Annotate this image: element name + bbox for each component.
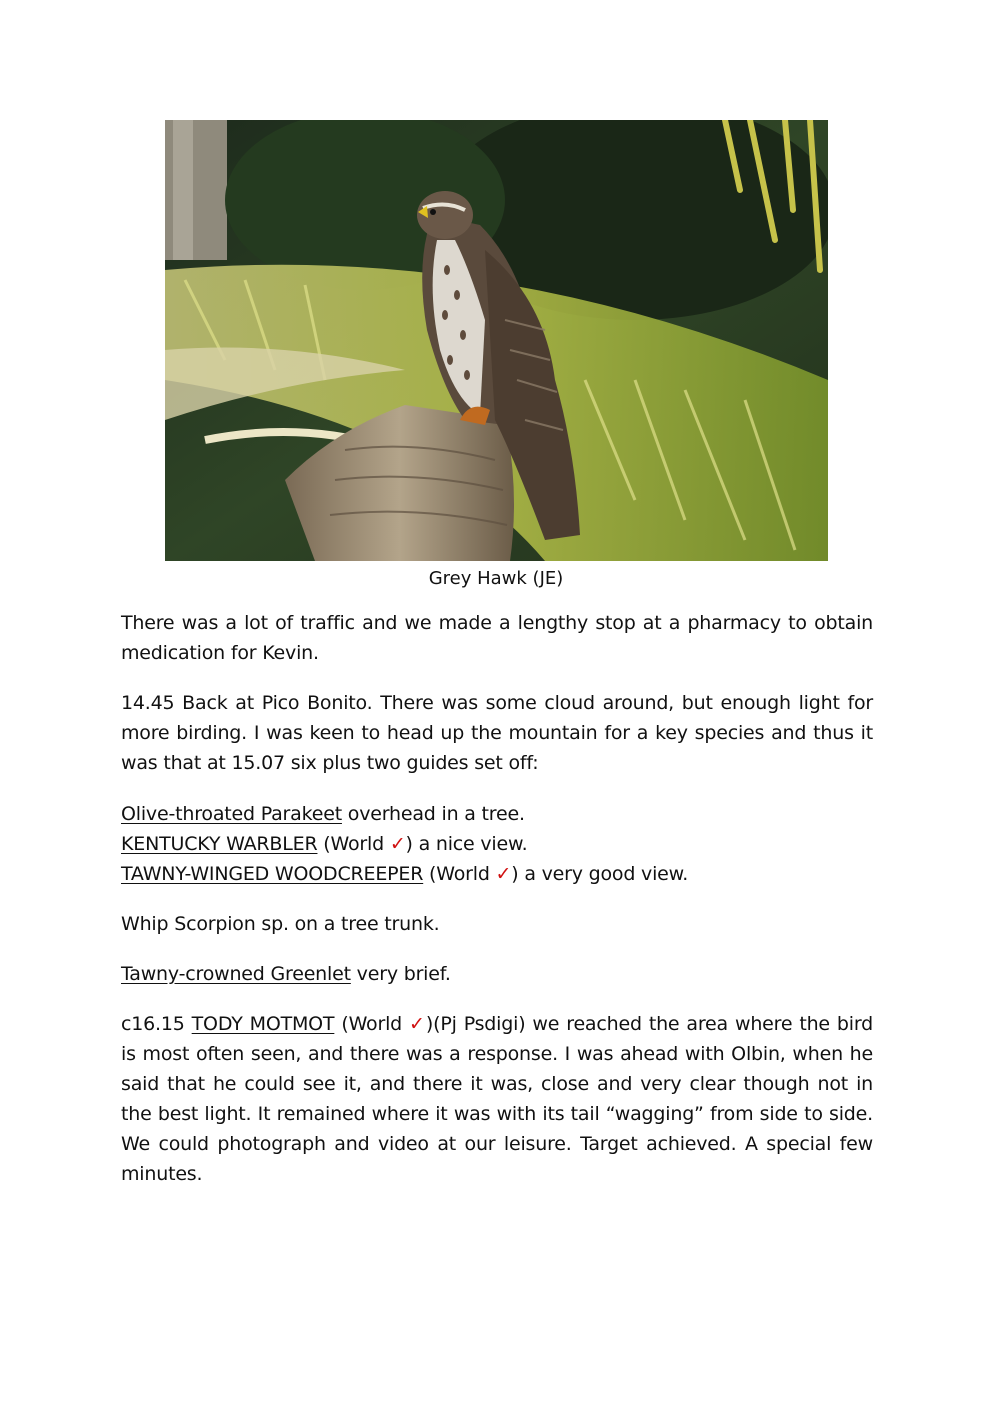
sighting-tawny-crowned-greenlet [121,959,873,989]
world-label: (World [334,1013,410,1035]
species-name: KENTUCKY WARBLER [121,833,318,855]
tick-icon: ✓ [409,1013,426,1035]
time-label: c16.15 [121,1013,192,1035]
paragraph-whip-scorpion: Whip Scorpion sp. on a tree trunk. [121,913,440,935]
paragraph-pico-bonito: 14.45 Back at Pico Bonito. There was some cloud around, but enough light for more birding. I was keen to head up the mountain for a key species and thus it was that at 15.07 six plus two guides set off: [121,692,873,774]
sightings-list [121,799,873,889]
sighting-note: very brief. [350,963,451,985]
photo-caption: Grey Hawk (JE) [428,568,564,589]
sighting-note: overhead in a tree. [341,803,525,825]
grey-hawk-photo [165,120,828,561]
sighting-kentucky-warbler [121,829,873,859]
sighting-olive-throated-parakeet [121,799,873,829]
tick-icon: ✓ [495,863,512,885]
species-name: Tawny-crowned Greenlet [121,963,351,985]
sighting-note: ) a very good view. [511,863,689,885]
paragraph-traffic: There was a lot of traffic and we made a lengthy stop at a pharmacy to obtain medication for Kevin. [121,612,873,664]
paragraph-tody-motmot [121,1009,873,1189]
sighting-note: ) a nice view. [405,833,528,855]
species-name: Olive-throated Parakeet [121,803,342,825]
world-label: (World [423,863,496,885]
sighting-tawny-winged-woodcreeper [121,859,873,889]
tick-icon: ✓ [389,833,406,855]
world-label: (World [317,833,390,855]
species-name: TODY MOTMOT [191,1013,335,1035]
motmot-description: )(Pj Psdigi) we reached the area where the bird is most often seen, and there was a response. I was ahead with Olbin, when he said that he could see it, and there it was, close and very clear though not in the best light. It remained where it was with its tail “wagging” from side to side. We could photograph and video at our leisure. Target achieved. A special few minutes. [121,1013,874,1185]
species-name: TAWNY-WINGED WOODCREEPER [121,863,424,885]
